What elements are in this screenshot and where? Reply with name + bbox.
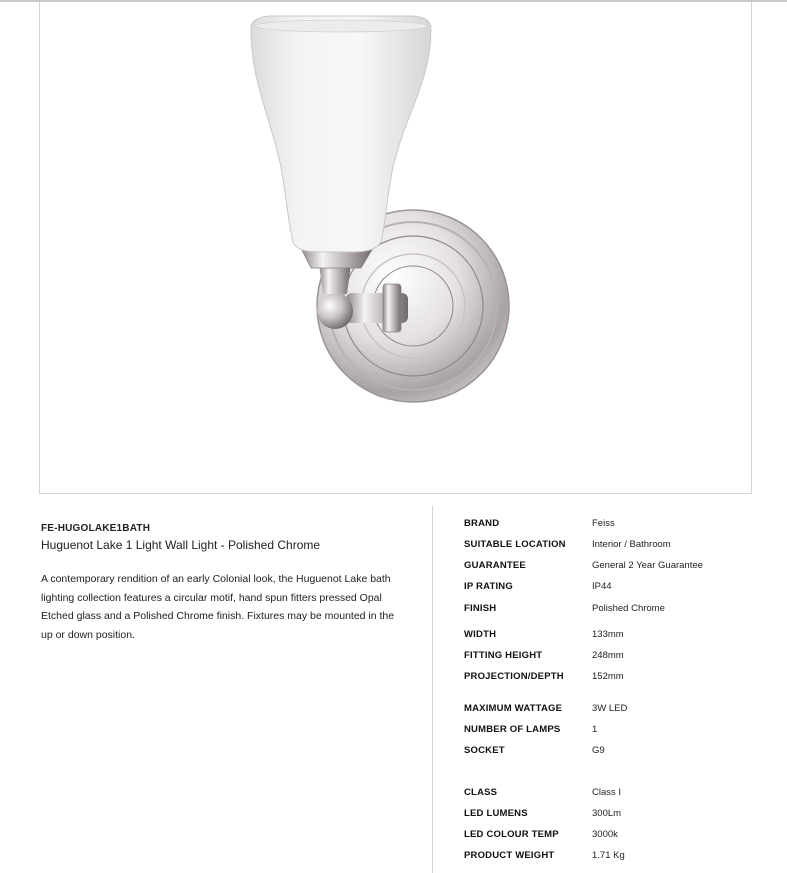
spec-row [0, 560, 787, 576]
spec-label: CLASS [464, 787, 498, 798]
spec-row [0, 850, 787, 866]
product-image-frame [39, 2, 752, 494]
spec-value: Class I [592, 787, 622, 798]
spec-label: PROJECTION/DEPTH [464, 671, 564, 682]
spec-value: 1.71 Kg [592, 850, 625, 861]
spec-label: FINISH [464, 603, 497, 614]
spec-label: FITTING HEIGHT [464, 650, 543, 661]
spec-label: BRAND [464, 518, 500, 529]
spec-row [0, 581, 787, 597]
spec-value: Polished Chrome [592, 603, 665, 614]
spec-value: 248mm [592, 650, 624, 661]
ball-knuckle [317, 293, 353, 329]
spec-row [0, 603, 787, 619]
spec-label: NUMBER OF LAMPS [464, 724, 561, 735]
product-description: A contemporary rendition of an early Colonial look, the Huguenot Lake bath lighting collection features a circular motif, hand spun fitters pressed Opal Etched glass and a Polished Chrome finish. Fixtures may be mounted in the up or down position. [41, 573, 395, 641]
product-title: Huguenot Lake 1 Light Wall Light - Polished Chrome [41, 538, 321, 552]
spec-label: GUARANTEE [464, 560, 526, 571]
spec-value: General 2 Year Guarantee [592, 560, 703, 571]
spec-label: IP RATING [464, 581, 513, 592]
spec-value: G9 [592, 745, 605, 756]
spec-label: WIDTH [464, 629, 497, 640]
spec-label: MAXIMUM WATTAGE [464, 703, 563, 714]
spec-value: 3000k [592, 829, 618, 840]
spec-label: LED LUMENS [464, 808, 528, 819]
spec-value: Feiss [592, 518, 615, 529]
spec-row [0, 650, 787, 666]
spec-value: 152mm [592, 671, 624, 682]
spec-value: IP44 [592, 581, 612, 592]
spec-row [0, 518, 787, 534]
spec-row [0, 671, 787, 687]
spec-label: LED COLOUR TEMP [464, 829, 559, 840]
product-image [40, 2, 753, 494]
spec-value: 133mm [592, 629, 624, 640]
spec-value: 3W LED [592, 703, 628, 714]
product-sku: FE-HUGOLAKE1BATH [41, 523, 151, 534]
spec-row [0, 629, 787, 645]
spec-label: SOCKET [464, 745, 505, 756]
spec-row [0, 808, 787, 824]
spec-label: PRODUCT WEIGHT [464, 850, 555, 861]
spec-value: 1 [592, 724, 598, 735]
spec-value: 300Lm [592, 808, 622, 819]
spec-row [0, 745, 787, 761]
spec-label: SUITABLE LOCATION [464, 539, 566, 550]
spec-value: Interior / Bathroom [592, 539, 671, 550]
spec-row [0, 539, 787, 555]
spec-row [0, 829, 787, 845]
spec-row [0, 703, 787, 719]
spec-row [0, 787, 787, 803]
spec-row [0, 724, 787, 740]
